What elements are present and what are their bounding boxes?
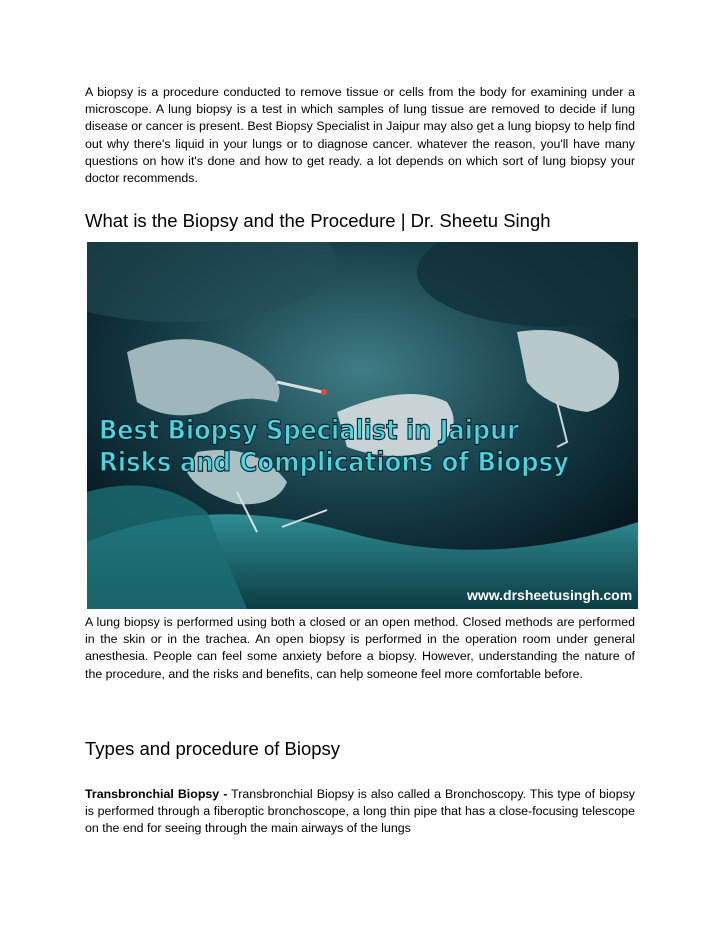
banner-title-line-1: Best Biopsy Specialist in Jaipur xyxy=(99,415,520,446)
transbronchial-term: Transbronchial Biopsy - xyxy=(85,787,228,801)
closed-open-method-paragraph: A lung biopsy is performed using both a closed or an open method. Closed methods are performed in the skin or in the trachea. An open biopsy is performed in the operation room under general anesthesia. People can feel some anxiety before a biopsy. However, understanding the nature of the procedure, and the risks and benefits, can help someone feel more comfortable before. xyxy=(85,615,635,681)
section-heading-biopsy-procedure: What is the Biopsy and the Procedure | Dr. Sheetu Singh xyxy=(85,210,551,231)
surgery-banner-image xyxy=(87,242,638,609)
transbronchial-paragraph xyxy=(85,786,635,838)
banner-title-line-2: Risks and Complications of Biopsy xyxy=(99,447,570,478)
banner-website-text: www.drsheetusingh.com xyxy=(467,587,633,603)
transbronchial-description: Transbronchial Biopsy is also called a Bronchoscopy. This type of biopsy is performed through a fiberoptic bronchoscope, a long thin pipe that has a close-focusing telescope on the end for seeing through the main airways of the lungs xyxy=(85,787,635,836)
intro-paragraph: A biopsy is a procedure conducted to remove tissue or cells from the body for examining under a microscope. A lung biopsy is a test in which samples of lung tissue are removed to decide if lung disease or cancer is present. Best Biopsy Specialist in Jaipur may also get a lung biopsy to help find out why there's liquid in your lungs or to diagnose cancer. whatever the reason, you'll have many questions on how it's done and how to get ready. a lot depends on which sort of lung biopsy your doctor recommends. xyxy=(85,85,635,186)
section-heading-types: Types and procedure of Biopsy xyxy=(85,738,341,759)
